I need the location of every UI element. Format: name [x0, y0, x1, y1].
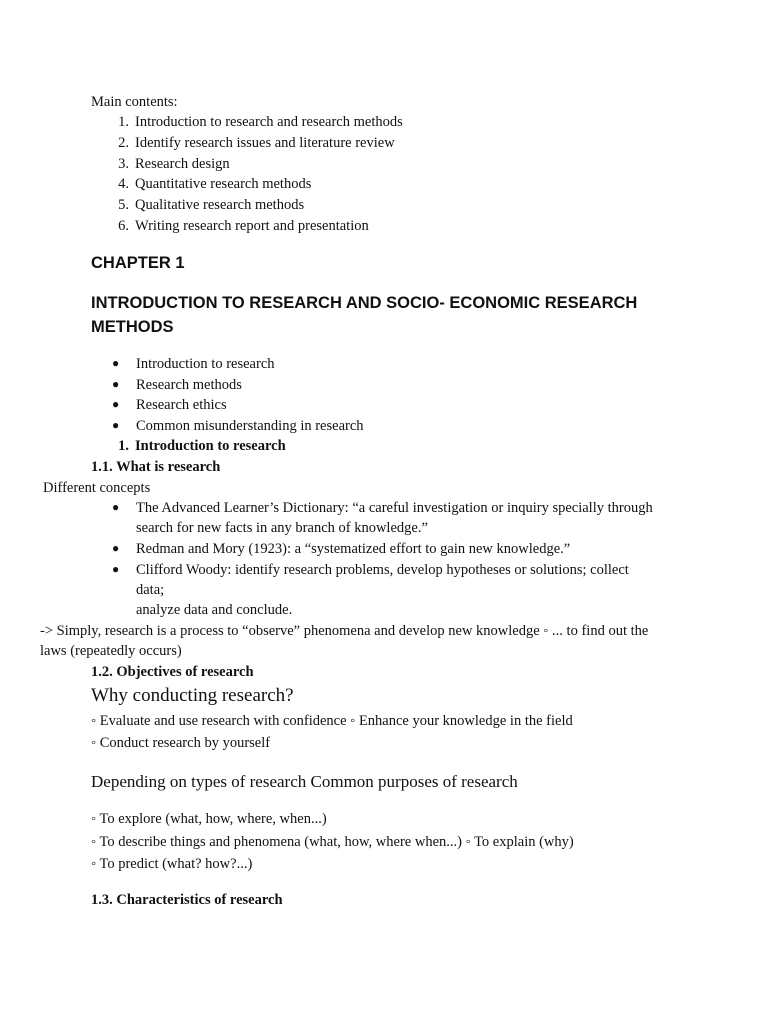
subsection-title: 1.1. What is research [91, 459, 221, 475]
section-number: 1. [118, 438, 129, 454]
item-text: Identify research issues and literature review [135, 135, 395, 151]
main-contents-item [111, 218, 511, 238]
purpose-item: ◦ To describe things and phenomena (what, how, where when...) ◦ To explain (why) [91, 834, 574, 850]
item-number: 2. [118, 135, 129, 151]
why-item: ◦ Conduct research by yourself [91, 735, 271, 751]
subsection-title: 1.2. Objectives of research [91, 664, 254, 680]
bullet-text: Introduction to research [136, 356, 275, 372]
bullet-dot: ● [112, 562, 120, 576]
section-title: Introduction to research [135, 438, 286, 454]
item-text: Qualitative research methods [135, 197, 305, 213]
main-contents-item [111, 135, 511, 155]
bullet-dot: ● [112, 418, 120, 432]
section-heading [111, 438, 511, 458]
outline-bullet-item [112, 377, 512, 397]
why-heading: Why conducting research? [91, 685, 294, 706]
chapter-title-line2: METHODS [91, 318, 174, 336]
bullet-dot: ● [112, 500, 120, 514]
item-number: 3. [118, 156, 129, 172]
main-contents-item [111, 197, 511, 217]
concept-bullet-item [112, 500, 712, 540]
bullet-dot: ● [112, 397, 120, 411]
concept-bullet-item [112, 562, 712, 622]
bullet-text: Common misunderstanding in research [136, 418, 364, 434]
outline-bullet-item [112, 397, 512, 417]
concept-bullet-item [112, 541, 712, 561]
subsection-title: 1.3. Characteristics of research [91, 892, 283, 908]
chapter-title [91, 291, 691, 339]
bullet-text-line1: The Advanced Learner’s Dictionary: “a careful investigation or inquiry specially through [136, 500, 653, 516]
types-heading: Depending on types of research Common purposes of research [91, 772, 518, 791]
bullet-text-line3: analyze data and conclude. [136, 602, 293, 618]
bullet-text-line1: Redman and Mory (1923): a “systematized effort to gain new knowledge.” [136, 541, 571, 557]
bullet-text-line1: Clifford Woody: identify research problems, develop hypotheses or solutions; collect [136, 562, 629, 578]
item-number: 6. [118, 218, 129, 234]
item-number: 4. [118, 176, 129, 192]
main-contents-item [111, 156, 511, 176]
item-number: 1. [118, 114, 129, 130]
main-contents-item [111, 114, 511, 134]
item-text: Quantitative research methods [135, 176, 312, 192]
bullet-dot: ● [112, 541, 120, 555]
summary-line1: -> Simply, research is a process to “observe” phenomena and develop new knowledge ◦ ... to find out the [40, 623, 649, 639]
bullet-text-line2: search for new facts in any branch of knowledge.” [136, 520, 428, 536]
item-number: 5. [118, 197, 129, 213]
summary-line2: laws (repeatedly occurs) [40, 643, 182, 659]
bullet-dot: ● [112, 356, 120, 370]
item-text: Research design [135, 156, 230, 172]
main-contents-item [111, 176, 511, 196]
purpose-item: ◦ To predict (what? how?...) [91, 856, 253, 872]
bullet-dot: ● [112, 377, 120, 391]
bullet-text-line2: data; [136, 582, 165, 598]
chapter-title-line1: INTRODUCTION TO RESEARCH AND SOCIO- ECONOMIC RESEARCH [91, 294, 638, 312]
purpose-item: ◦ To explore (what, how, where, when...) [91, 811, 327, 827]
item-text: Writing research report and presentation [135, 218, 369, 234]
outline-bullet-item [112, 356, 512, 376]
item-text: Introduction to research and research methods [135, 114, 403, 130]
concepts-intro: Different concepts [43, 480, 151, 496]
main-contents-heading: Main contents: [91, 94, 178, 110]
bullet-text: Research ethics [136, 397, 227, 413]
chapter-label: CHAPTER 1 [91, 254, 185, 272]
outline-bullet-item [112, 418, 512, 438]
bullet-text: Research methods [136, 377, 242, 393]
why-item: ◦ Evaluate and use research with confidence ◦ Enhance your knowledge in the field [91, 713, 573, 729]
